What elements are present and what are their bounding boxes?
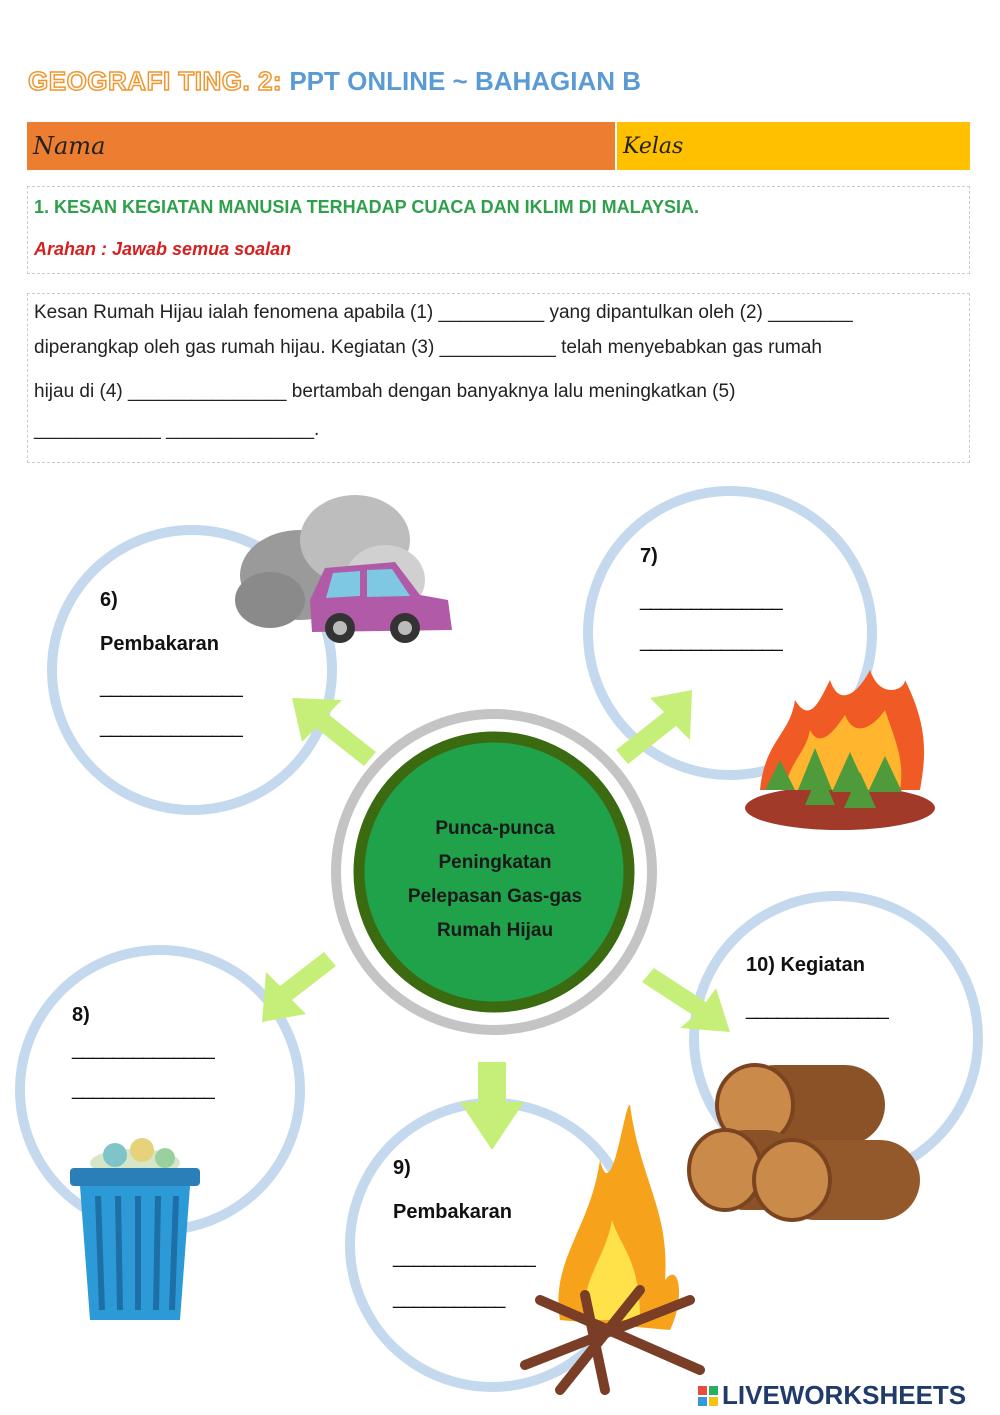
- paragraph-line-3: hijau di (4) _______________ bertambah dengan banyaknya lalu meningkatkan (5): [34, 381, 736, 402]
- item6-blank-1[interactable]: ______________: [100, 676, 242, 698]
- center-text: Punca-punca Peningkatan Pelepasan Gas-gas Rumah Hijau: [407, 818, 583, 941]
- title-subject: GEOGRAFI TING. 2:: [28, 66, 283, 96]
- forest-fire-icon: [745, 670, 935, 830]
- question-title: 1. KESAN KEGIATAN MANUSIA TERHADAP CUACA DAN IKLIM DI MALAYSIA.: [34, 197, 700, 217]
- arrow-to-10: [642, 968, 730, 1032]
- liveworksheets-logo: [698, 1380, 966, 1411]
- item9-blank-2[interactable]: ___________: [393, 1287, 505, 1309]
- logo-grid-icon: [698, 1386, 718, 1406]
- item9-blank-1[interactable]: ______________: [393, 1246, 535, 1268]
- item7-blank-2[interactable]: ______________: [640, 630, 782, 652]
- arrow-to-9: [460, 1062, 524, 1150]
- brand-text: LIVEWORKSHEETS: [722, 1380, 967, 1410]
- item8-blank-2[interactable]: ______________: [72, 1078, 214, 1100]
- question-header-box: [27, 186, 970, 274]
- arrow-to-8: [262, 952, 336, 1022]
- logs-icon: [689, 1065, 920, 1220]
- campfire-icon: [525, 1105, 700, 1390]
- item10-label: 10) Kegiatan: [746, 954, 865, 976]
- item7-blank-1[interactable]: ______________: [640, 589, 782, 611]
- item10-blank-1[interactable]: ______________: [746, 998, 888, 1020]
- item9-label: Pembakaran: [393, 1201, 512, 1223]
- name-field[interactable]: Nama: [27, 122, 615, 170]
- trash-bin-icon: [70, 1138, 200, 1320]
- name-class-bar: [27, 122, 970, 170]
- paragraph-line-4: ____________ ______________.: [34, 419, 320, 440]
- car-smoke-icon: [235, 495, 452, 643]
- item8-number: 8): [72, 1004, 90, 1026]
- item8-blank-1[interactable]: ______________: [72, 1038, 214, 1060]
- paragraph-box: [27, 293, 970, 463]
- page-title: [28, 66, 641, 97]
- item6-label: Pembakaran: [100, 633, 219, 655]
- paragraph-line-1: Kesan Rumah Hijau ialah fenomena apabila (1) __________ yang dipantulkan oleh (2) ________: [34, 302, 853, 323]
- class-field[interactable]: Kelas: [615, 122, 970, 170]
- instruction-text: Arahan : Jawab semua soalan: [34, 239, 292, 259]
- title-topic: PPT ONLINE ~ BAHAGIAN B: [289, 66, 642, 96]
- item6-blank-2[interactable]: ______________: [100, 716, 242, 738]
- paragraph-line-2: diperangkap oleh gas rumah hijau. Kegiatan (3) ___________ telah menyebabkan gas rumah: [34, 337, 822, 358]
- item7-number: 7): [640, 545, 658, 567]
- item6-number: 6): [100, 589, 118, 611]
- item9-number: 9): [393, 1157, 411, 1179]
